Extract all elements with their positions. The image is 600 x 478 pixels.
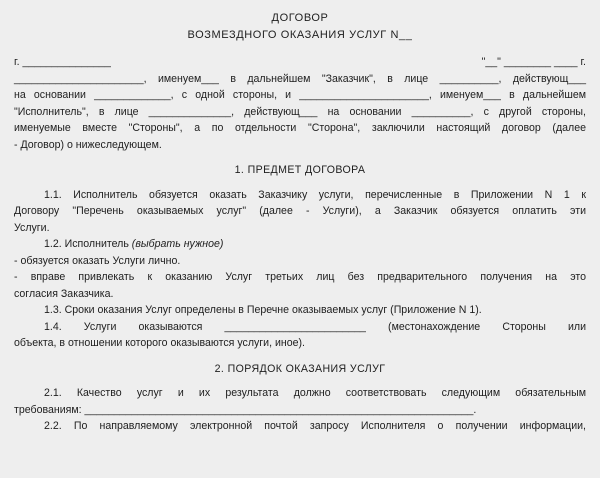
section-2-heading: 2. ПОРЯДОК ОКАЗАНИЯ УСЛУГ (214, 362, 386, 375)
date-field: "__" ________ ____ г. (481, 56, 586, 68)
clause-1-4-line-2: объекта, в отношении которого оказываются услуги, иное). (14, 337, 305, 349)
preamble-line-4: именуемые вместе "Стороны", а по отдельности "Сторона", заключили настоящий договор (далее (14, 122, 586, 134)
clause-2-2-line-1: 2.2. По направляемому электронной почтой запросу Исполнителя о получении информации, (44, 420, 586, 432)
clause-2-1-line-1: 2.1. Качество услуг и их результата должно соответствовать следующим обязательным (44, 387, 586, 399)
preamble-line-1: ______________________, именуем___ в дальнейшем "Заказчик", в лице __________, действующ___ (14, 72, 586, 85)
clause-1-2-option-1: - обязуется оказать Услуги лично. (14, 254, 181, 267)
section-1-heading: 1. ПРЕДМЕТ ДОГОВОРА (234, 164, 366, 176)
preamble-line-5: - Договор) о нижеследующем. (14, 138, 162, 151)
clause-1-2-text: 1.2. Исполнитель (44, 238, 132, 250)
city-field: г. _______________ (14, 56, 111, 68)
preamble-line-3: "Исполнитель", в лице ______________, действующ___ на основании __________, с другой стороны, (14, 105, 586, 118)
document-subtitle: ВОЗМЕЗДНОГО ОКАЗАНИЯ УСЛУГ N__ (187, 29, 413, 41)
clause-1-4-line-1: 1.4. Услуги оказываются ________________________ (местонахождение Стороны или (44, 320, 586, 333)
clause-1-2-option-2-line-1: - вправе привлекать к оказанию Услуг третьих лиц без предварительного получения на это (14, 271, 586, 283)
clause-1-3: 1.3. Сроки оказания Услуг определены в Перечне оказываемых услуг (Приложение N 1). (44, 304, 482, 316)
clause-1-2-option-2-line-2: согласия Заказчика. (14, 287, 114, 300)
preamble-line-2: на основании _____________, с одной стороны, и ______________________, именуем___ в дальнейшем (14, 89, 586, 101)
clause-1-1-line-3: Услуги. (14, 221, 50, 234)
clause-1-1-line-2: Договору "Перечень оказываемых услуг" (далее - Услуги), а Заказчик обязуется оплатить эти (14, 205, 586, 217)
city-date-line (14, 54, 586, 71)
clause-1-1-line-1: 1.1. Исполнитель обязуется оказать Заказчику услуги, перечисленные в Приложении N 1 к (44, 188, 586, 201)
clause-1-2 (14, 236, 586, 253)
clause-2-1-line-2: требованиям: __________________________________________________________________. (14, 403, 477, 416)
document-title: ДОГОВОР (271, 12, 329, 24)
clause-1-2-note: (выбрать нужное) (131, 238, 224, 250)
